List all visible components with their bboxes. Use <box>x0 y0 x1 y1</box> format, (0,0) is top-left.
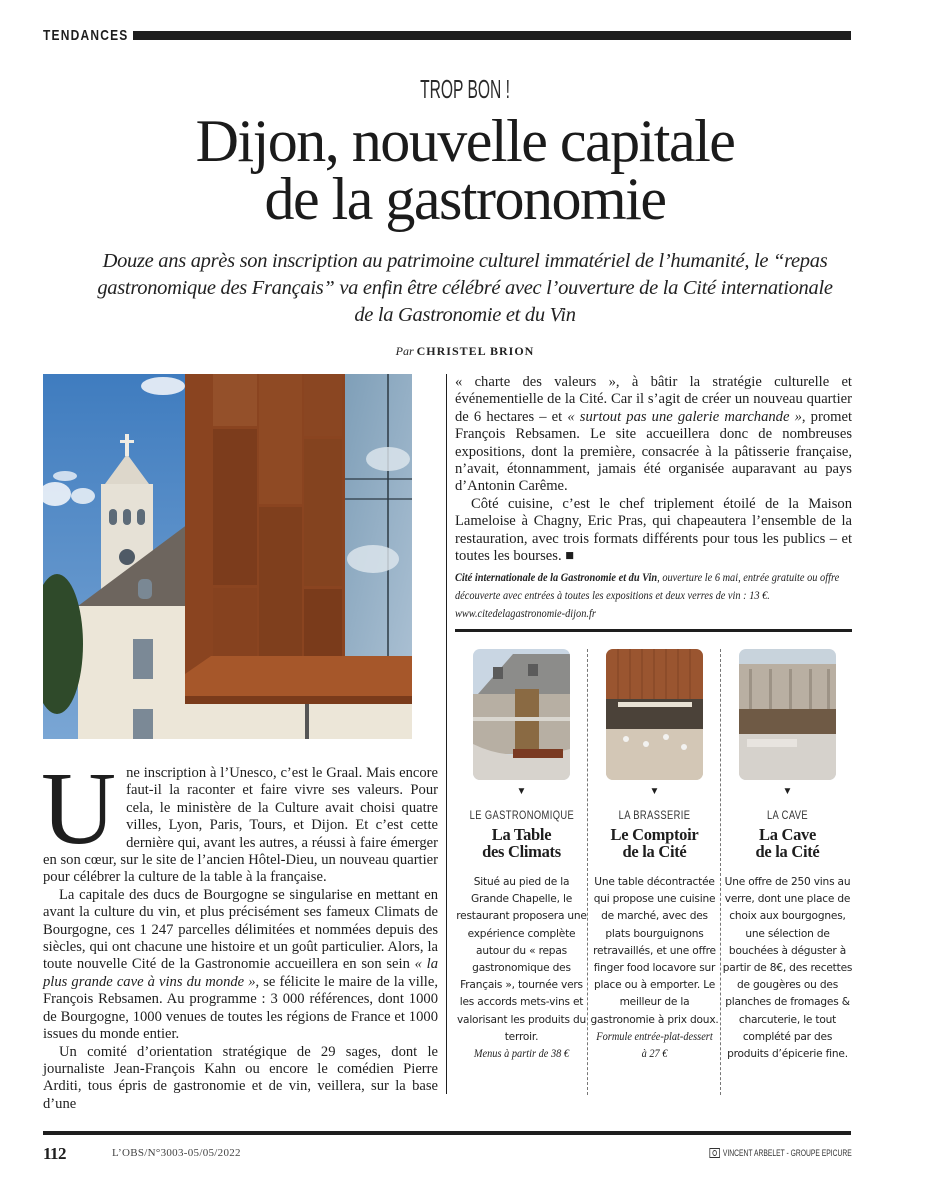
paragraph-2 <box>43 887 438 1044</box>
hero-photo-illustration <box>43 374 412 739</box>
info-venue-name: Cité internationale de la Gastronomie et du Vin <box>455 572 658 585</box>
page-number: 112 <box>43 1144 67 1163</box>
camera-icon <box>710 1148 721 1158</box>
column-divider <box>446 374 447 1094</box>
venue-price: Menus à partir de 38 € <box>473 1048 570 1061</box>
chevron-down-icon: ▼ <box>782 786 793 797</box>
venue-description: Situé au pied de la Grande Chapelle, le restaurant proposera une expérience complète autour du « repas gastronomique des Français », tournée vers les accords mets-vins et valorisant les produits du terroir. <box>456 876 587 1043</box>
info-website-link[interactable]: www.citedelagastronomie-dijon.fr <box>455 608 596 621</box>
headline-line-2: de la gastronomie <box>264 166 666 232</box>
chevron-down-icon: ▼ <box>516 786 527 797</box>
paragraph-1-text: ne inscription à l’Unesco, c’est le Graal. Mais encore faut-il la raconter et faire vivre ses valeurs. Pour cela, le ministère de la Culture avait choisi quatre villes, Lyon, Paris, Tours, et Dijon. Et c’est cette dernière qui, avant les autres, a réussi à faire émerger en son cœur, sur le site de l’ancien Hôtel-Dieu, un nouveau quartier pour célébrer la culture de la table à la française. <box>43 765 438 886</box>
byline-author: CHRISTEL BRION <box>416 344 535 358</box>
venue-card-gastronomique <box>455 649 588 1063</box>
footer-rule <box>43 1131 851 1135</box>
section-rubric: TENDANCES <box>43 26 129 44</box>
paragraph-1 <box>41 751 438 887</box>
venue-photo-comptoir-de-la-cite <box>606 649 703 780</box>
practical-info <box>455 569 852 623</box>
paragraph-5-text: Côté cuisine, c’est le chef triplement étoilé de la Maison Lameloise à Chagny, Eric Pras, qui chapeautera l’ensemble de la restauration, avec trois formats différents pour tous les publics – et toutes les bourses. <box>455 495 852 565</box>
standfirst: Douze ans après son inscription au patrimoine culturel immatériel de l’humanité, le “repas gastronomique des Français” va enfin être célébré avec l’ouverture de la Cité internationale de la Gastronomie et du Vin <box>97 250 833 326</box>
paragraph-4-text-a: « charte des valeurs », à bâtir la stratégie culturelle et événementielle de la Cité. Car il s’agit de créer un nouveau quartier de 6 hectares – et <box>455 374 852 425</box>
venue-name: La Table des Climats <box>482 825 561 861</box>
byline-prefix: Par <box>395 344 414 358</box>
venue-name: Le Comptoir de la Cité <box>610 825 699 861</box>
venue-card-cave <box>721 649 854 1063</box>
venue-photo-table-des-climats <box>473 649 570 780</box>
paragraph-2-quote: « la plus grande cave à vins du monde » <box>43 956 438 990</box>
chevron-down-icon: ▼ <box>649 786 660 797</box>
venue-description: Une table décontractée qui propose une cuisine de marché, avec des plats bourguignons retravaillés, et une offre finger food locavore sur place ou à emporter. Le meilleur de la gastronomie à prix doux. <box>590 876 719 1026</box>
end-mark-icon: ■ <box>565 548 575 565</box>
paragraph-4-text-b: , promet François Rebsamen. Le site accueillera donc de nombreuses expositions, dont la première, consacrée à la pâtisserie française, n’avait, étonnamment, jamais été organisée auparavant au pays d’Antonin Carême. <box>455 408 853 495</box>
venue-name: La Cave de la Cité <box>755 825 820 861</box>
article-column-left <box>41 751 438 1113</box>
venue-category: LE GASTRONOMIQUE <box>469 808 575 822</box>
headline-line-1: Dijon, nouvelle capitale <box>195 108 735 174</box>
paragraph-4 <box>455 374 852 496</box>
article-column-right <box>455 374 852 623</box>
venue-card-brasserie <box>588 649 721 1063</box>
headline <box>0 108 930 232</box>
venue-category: LA CAVE <box>766 808 809 822</box>
dropcap: U <box>41 751 117 866</box>
section-rule <box>133 31 851 40</box>
paragraph-4-quote: « surtout pas une galerie marchande » <box>567 408 802 425</box>
paragraph-5 <box>455 496 852 566</box>
info-details: , ouverture le 6 mai, entrée gratuite ou offre découverte avec entrées à toutes les expositions et deux verres de vin : 13 €. <box>455 572 840 603</box>
issue-info: L’OBS/N°3003-05/05/2022 <box>112 1147 241 1159</box>
section-divider <box>455 629 852 632</box>
venue-description: Une offre de 250 vins au verre, dont une place de choix aux bourgognes, une sélection de bouchées à déguster à partir de 8€, des recettes de gougères ou des planches de fromages & charcuterie, le tout complété par des produits d’épicerie fine. <box>722 876 853 1061</box>
hero-photo <box>43 374 412 739</box>
section-header <box>43 28 851 42</box>
paragraph-2-text-a: La capitale des ducs de Bourgogne se singularise en mettant en avant la culture du vin, et plus précisément ses fameux Climats de Bourgogne, ces 1 247 parcelles délimitées et nommées depuis des siècles, qui ont chacune une histoire et un goût particulier. Alors, la toute nouvelle Cité de la Gastronomie accueillera en son sein <box>43 886 438 973</box>
photo-credit <box>710 1148 852 1158</box>
kicker: TROP BON ! <box>420 74 510 104</box>
paragraph-3: Un comité d’orientation stratégique de 29 sages, dont le journaliste Jean-François Kahn ou encore le comédien Pierre Arditi, tous épris de gastronomie et de vin, veillera, sur la base d’une <box>43 1043 438 1112</box>
venue-photo-cave-de-la-cite <box>739 649 836 780</box>
byline <box>0 344 930 359</box>
photo-credit-text: VINCENT ARBELET - GROUPE EPICURE <box>723 1148 852 1158</box>
venue-cards <box>455 649 855 1063</box>
paragraph-2-text-b: , se félicite le maire de la ville, François Rebsamen. Au programme : 3 000 références, dont 1000 de Bourgogne, 1000 venues de toutes les régions de France et 1000 issues du monde entier. <box>43 973 438 1043</box>
venue-price: Formule entrée-plat-dessert à 27 € <box>596 1030 713 1060</box>
venue-category: LA BRASSERIE <box>618 808 691 822</box>
